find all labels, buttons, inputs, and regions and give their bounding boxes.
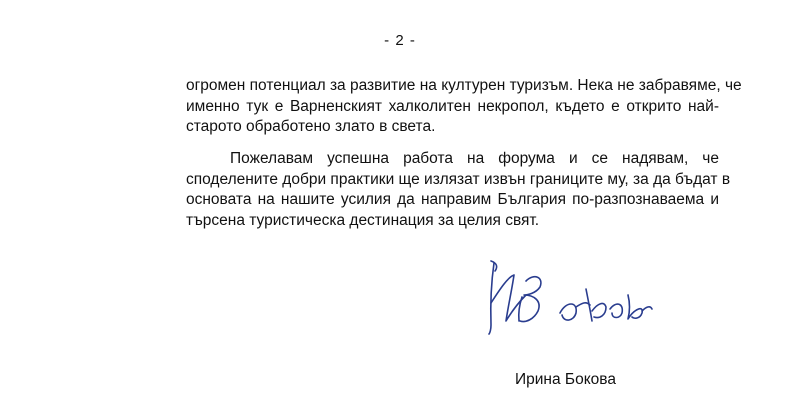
page-number: - 2 -	[384, 32, 416, 49]
handwritten-signature	[478, 255, 668, 340]
paragraph-line: основата на нашите усилия да направим България по-разпознаваема и	[186, 191, 719, 208]
paragraph-line: старото обработено злато в света.	[186, 118, 436, 135]
paragraph-2	[186, 149, 731, 231]
paragraph-line: Пожелавам успешна работа на форума и се надявам, че	[230, 150, 719, 167]
paragraph-line: огромен потенциал за развитие на културен туризъм. Нека не забравяме, че	[186, 77, 742, 94]
paragraph-line: търсена туристическа дестинация за целия свят.	[186, 211, 540, 229]
paragraph-line: именно тук е Варненският халколитен некропол, където е открито най-	[186, 97, 719, 115]
paragraph-line: споделените добри практики ще излязат извън границите му, за да бъдат в	[186, 170, 731, 188]
paragraph-1	[186, 76, 742, 138]
signer-name: Ирина Бокова	[515, 371, 616, 388]
